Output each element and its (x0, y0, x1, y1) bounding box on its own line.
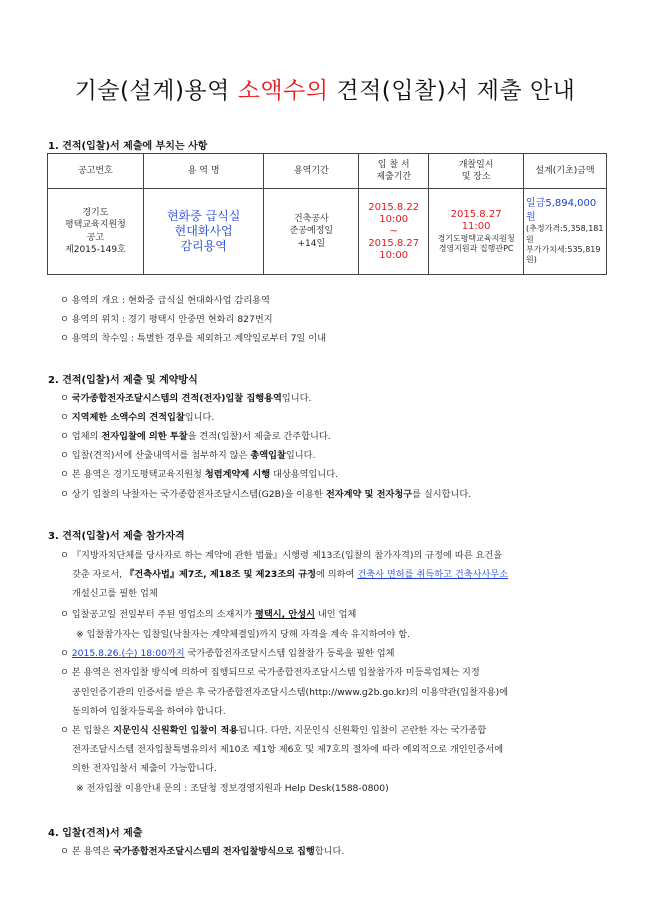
section-4-heading: 4. 입찰(견적)서 제출 (48, 828, 143, 839)
amount-detail: (추정가격:5,358,181원 부가가치세:535,819원) (526, 224, 604, 265)
cell-amount (524, 189, 607, 275)
list-item: ㅇ 『지방자치단체를 당사자로 하는 계약에 관한 법률』시행령 제13조(입찰의 참가자격)의 규정에 따른 요건을 (60, 550, 503, 561)
amount-value: 일금5,894,000원 (526, 198, 597, 223)
opening-place: 경기도평택교육지원청 경영지원과 집행관PC (437, 233, 515, 253)
header-service-name: 용 역 명 (143, 154, 264, 189)
header-opening: 개찰일시 및 장소 (429, 154, 524, 189)
header-period: 용역기간 (264, 154, 359, 189)
list-item: ㅇ 본 용역은 국가종합전자조달시스템의 전자입찰방식으로 집행합니다. (60, 846, 345, 857)
section-1-heading: 1. 견적(입찰)서 제출에 부치는 사항 (48, 141, 208, 152)
page-title: 기술(설계)용역 소액수의 견적(입찰)서 제출 안내 (74, 78, 576, 104)
list-item: ㅇ 상기 입찰의 낙찰자는 국가종합전자조달시스템(G2B)을 이용한 전자계약 및 전자청구를 실시합니다. (60, 489, 472, 500)
list-item: ㅇ 본 용역은 경기도평택교육지원청 청렴계약제 시행 대상용역입니다. (60, 469, 339, 480)
list-item: ㅇ 용역의 위치 : 경기 평택시 안중면 현화리 827번지 (60, 314, 273, 325)
list-item: ㅇ 2015.8.26.(수) 18:00까지 국가종합전자조달시스템 입찰참가 등록을 필한 업체 (60, 648, 395, 659)
list-item-cont: 개설신고를 필한 업체 (72, 588, 158, 599)
opening-time: 2015.8.27 11:00 (450, 208, 502, 233)
list-item-cont: 의한 전자입찰서 제출이 가능합니다. (72, 763, 217, 774)
table-header-row (48, 154, 607, 189)
list-item-cont: 전자조달시스템 전자입찰특별유의서 제10조 제1항 제6호 및 제7호의 절차에 따라 예외적으로 개인인증서에 (72, 744, 504, 755)
list-item: ㅇ 입찰(견적)서에 산출내역서를 첨부하지 않은 총액입찰입니다. (60, 450, 316, 461)
cell-submit-period: 2015.8.22 10:00 ~ 2015.8.27 10:00 (359, 189, 429, 275)
list-item-cont: 공인인증기관의 인증서를 받은 후 국가종합전자조달시스템(http://www.g2b.go.kr)의 이용약관(입찰자용)에 (72, 687, 509, 698)
list-item-cont: 동의하여 입찰자등록을 하여야 합니다. (72, 706, 226, 717)
header-notice-no: 공고번호 (48, 154, 144, 189)
cell-opening (429, 189, 524, 275)
bid-info-table (47, 153, 607, 275)
cell-period: 건축공사 준공예정일 +14일 (264, 189, 359, 275)
list-item: ㅇ 업체의 전자입찰에 의한 투찰을 견적(입찰)서 제출로 간주합니다. (60, 431, 331, 442)
list-item: ㅇ 입찰공고일 전일부터 주된 영업소의 소재지가 평택시, 안성시 내인 업체 (60, 609, 357, 620)
note: ※ 전자입찰 이용안내 문의 : 조달청 정보경영지원과 Help Desk(1588-0800) (76, 783, 389, 794)
section-2-heading: 2. 견적(입찰)서 제출 및 계약방식 (48, 375, 198, 386)
list-item: ㅇ 용역의 착수일 : 특별한 경우를 제외하고 계약일로부터 7일 이내 (60, 333, 326, 344)
title-highlight: 소액수의 (237, 78, 329, 104)
list-item: ㅇ 국가종합전자조달시스템의 견적(전자)입찰 집행용역입니다. (60, 393, 312, 404)
list-item-cont: 갖춘 자로서, 『건축사법』제7조, 제18조 및 제23조의 규정에 의하여 건축사 면허를 취득하고 건축사사무소 (72, 569, 509, 580)
section-3-heading: 3. 견적(입찰)서 제출 참가자격 (48, 531, 185, 542)
note: ※ 입찰참가자는 입찰일(낙찰자는 계약체결일)까지 당해 자격을 계속 유지하여야 함. (76, 629, 411, 640)
list-item: ㅇ 지역제한 소액수의 견적입찰입니다. (60, 412, 215, 423)
list-item: ㅇ 용역의 개요 : 현화중 급식실 현대화사업 감리용역 (60, 295, 270, 306)
list-item: ㅇ 본 용역은 전자입찰 방식에 의하여 집행되므로 국가종합전자조달시스템 입찰참가자 미등록업체는 지정 (60, 667, 480, 678)
cell-notice-no: 경기도 평택교육지원청 공고 제2015-149호 (48, 189, 144, 275)
table-row (48, 189, 607, 275)
header-amount: 설계(기초)금액 (524, 154, 607, 189)
header-submit-period: 입 찰 서 제출기간 (359, 154, 429, 189)
list-item: ㅇ 본 입찰은 지문인식 신원확인 입찰이 적용됩니다. 다만, 지문인식 신원확인 입찰이 곤란한 자는 국가종합 (60, 725, 487, 736)
cell-service-name: 현화중 급식실 현대화사업 감리용역 (143, 189, 264, 275)
